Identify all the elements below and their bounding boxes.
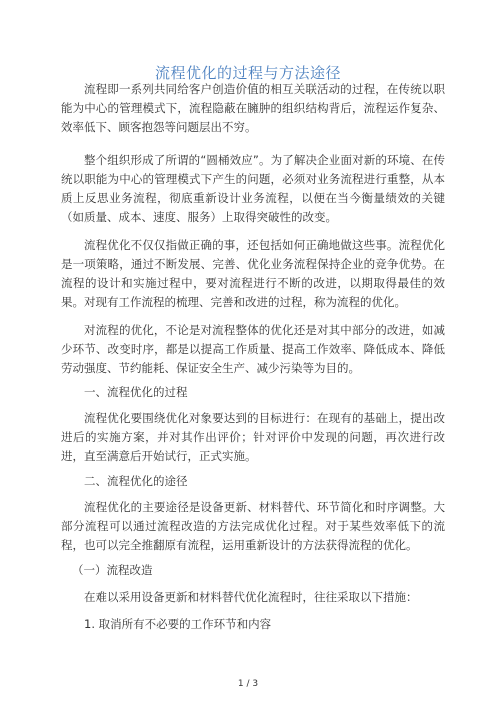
paragraph-measures-intro: 在难以采用设备更新和材料替代优化流程时，往往采取以下措施： xyxy=(84,590,418,604)
document-title: 流程优化的过程与方法途径 xyxy=(154,64,341,82)
paragraph-process-definition: 流程即一系列共同给客户创造价值的相互关联活动的过程，在传统以职能为中心的管理模式下，流程隐蔽在臃肿的组织结构背后，流程运作复杂、效率低下、顾客抱怨等问题层出不穷。 xyxy=(61,82,445,134)
paragraph-barrel-effect: 整个组织形成了所谓的“圆桶效应”。为了解决企业面对新的环境、在传统以职能为中心的管理模式下产生的问题，必须对业务流程进行重整，从本质上反思业务流程，彻底重新设计业务流程，以便在当今衡量绩效的关键（如质量、成本、速度、服务）上取得突破性的改变。 xyxy=(61,153,445,224)
section-heading-methods: 二、流程优化的途径 xyxy=(84,474,188,488)
paragraph-methods: 流程优化的主要途径是设备更新、材料替代、环节简化和时序调整。大部分流程可以通过流程改造的方法完成优化过程。对于某些效率低下的流程，也可以完全推翻原有流程，运用重新设计的方法获得流程的优化。 xyxy=(61,500,445,552)
page-number: 1 / 3 xyxy=(237,679,259,689)
paragraph-optimization-goals: 对流程的优化，不论是对流程整体的优化还是对其中部分的改进，如减少环节、改变时序，都是以提高工作质量、提高工作效率、降低成本、降低劳动强度、节约能耗、保证安全生产、减少污染等为目的。 xyxy=(61,323,445,375)
paragraph-process-steps: 流程优化要围绕优化对象要达到的目标进行：在现有的基础上，提出改进后的实施方案，并对其作出评价；针对评价中发现的问题，再次进行改进，直至满意后开始试行，正式实施。 xyxy=(61,411,445,463)
list-item-remove-steps: 1. 取消所有不必要的工作环节和内容 xyxy=(84,617,272,631)
section-heading-process: 一、流程优化的过程 xyxy=(84,385,188,399)
subsection-heading-reform: （一）流程改造 xyxy=(72,563,153,577)
paragraph-optimization-strategy: 流程优化不仅仅指做正确的事，还包括如何正确地做这些事。流程优化是一项策略，通过不断发展、完善、优化业务流程保持企业的竞争优势。在流程的设计和实施过程中，要对流程进行不断的改进，以期取得最佳的效果。对现有工作流程的梳理、完善和改进的过程，称为流程的优化。 xyxy=(61,238,445,309)
